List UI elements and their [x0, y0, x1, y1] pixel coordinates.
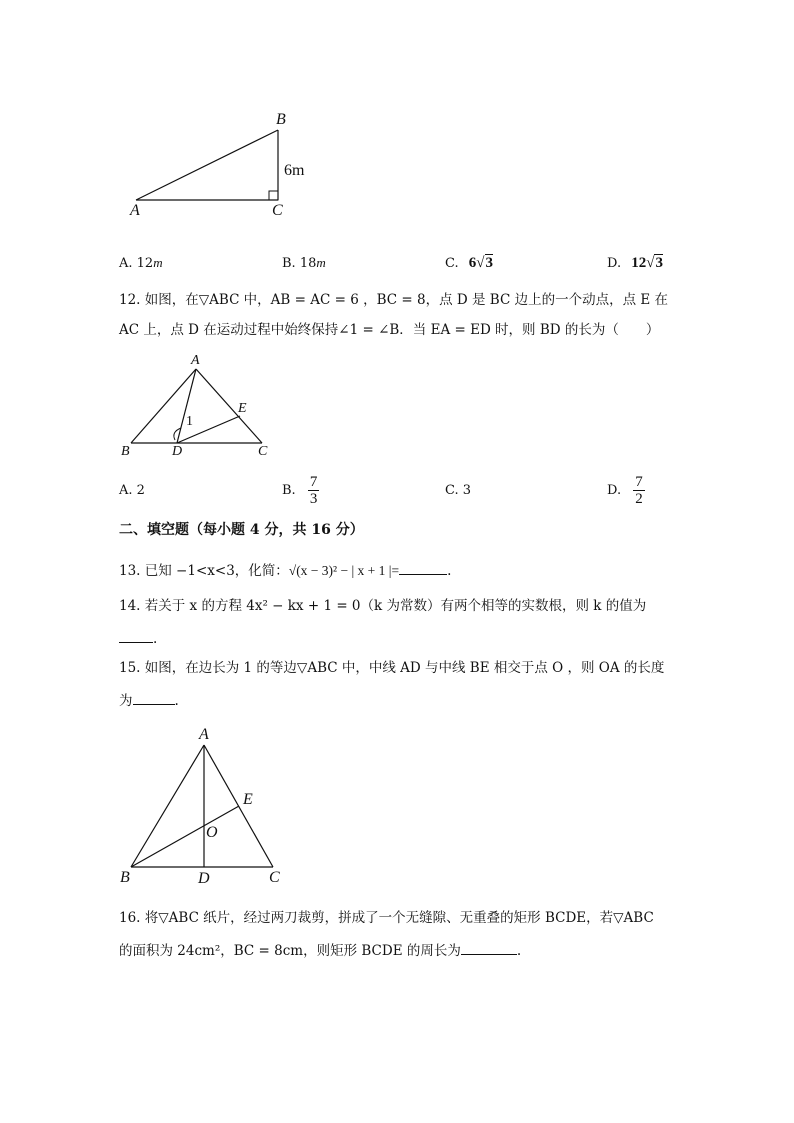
- section-2-title: 二、填空题（每小题 4 分，共 16 分）: [119, 522, 364, 538]
- q15-label-c: C: [269, 869, 280, 886]
- fig11-label-c: C: [272, 202, 283, 219]
- q15-label-d: D: [198, 870, 210, 887]
- q15-side-ab: [131, 745, 204, 867]
- q15-text-line1: 15. 如图，在边长为 1 的等边▽ABC 中，中线 AD 与中线 BE 相交于点 O ，则 OA 的长度: [119, 660, 665, 676]
- q11-option-d: D. 12√3: [607, 255, 663, 271]
- q12-label-angle: 1: [186, 414, 193, 429]
- q12-label-a: A: [191, 353, 200, 368]
- q15-label-a: A: [199, 726, 209, 743]
- q12-label-b: B: [121, 444, 130, 459]
- q11-option-c: C. 6√3: [445, 255, 493, 271]
- fig11-label-b: B: [276, 111, 286, 128]
- q13-expression: √(x − 3)² − | x + 1 |=: [288, 563, 400, 578]
- q15-label-e: E: [243, 791, 253, 808]
- q14-text-line1: 14. 若关于 x 的方程 4x² − kx + 1 = 0（k 为常数）有两个相等的实数根，则 k 的值为: [119, 598, 647, 614]
- q15-median-be: [131, 806, 239, 867]
- q12-option-b: B. $\frac{7}{3}$: [282, 474, 318, 507]
- q13-text: 13. 已知 −1<x<3，化简：√(x − 3)² − | x + 1 |= .: [119, 560, 451, 581]
- q15-text-line2: 为 .: [119, 690, 179, 711]
- q12-text-line1: 12. 如图，在▽ABC 中，AB = AC = 6 ，BC = 8，点 D 是 BC 边上的一个动点，点 E 在: [119, 292, 669, 308]
- q12-option-a: A. 2: [119, 483, 145, 498]
- q16-text-line1: 16. 将▽ABC 纸片，经过两刀裁剪，拼成了一个无缝隙、无重叠的矩形 BCDE，若▽ABC: [119, 910, 654, 926]
- q12-option-d: D. $\frac{7}{2}$: [607, 474, 643, 507]
- q15-label-o: O: [206, 824, 218, 841]
- q12-label-d: D: [172, 444, 183, 459]
- q11-option-a: A. 12m: [119, 255, 163, 271]
- q15-label-b: B: [120, 869, 130, 886]
- q12-option-c: C. 3: [445, 483, 472, 498]
- fig11-side-label: 6m: [284, 162, 305, 179]
- q16-text-line2: 的面积为 24cm²，BC = 8cm，则矩形 BCDE 的周长为 .: [119, 940, 521, 961]
- q11-option-b: B. 18m: [282, 255, 326, 271]
- q12-text-line2: AC 上，点 D 在运动过程中始终保持∠1 = ∠B．当 EA = ED 时，则 BD 的长为（ ）: [119, 322, 660, 338]
- q12-label-c: C: [258, 444, 268, 459]
- q12-label-e: E: [238, 401, 247, 416]
- q14-text-line2: .: [119, 628, 157, 649]
- fig11-label-a: A: [130, 202, 140, 219]
- q16-answer-blank[interactable]: [461, 940, 517, 955]
